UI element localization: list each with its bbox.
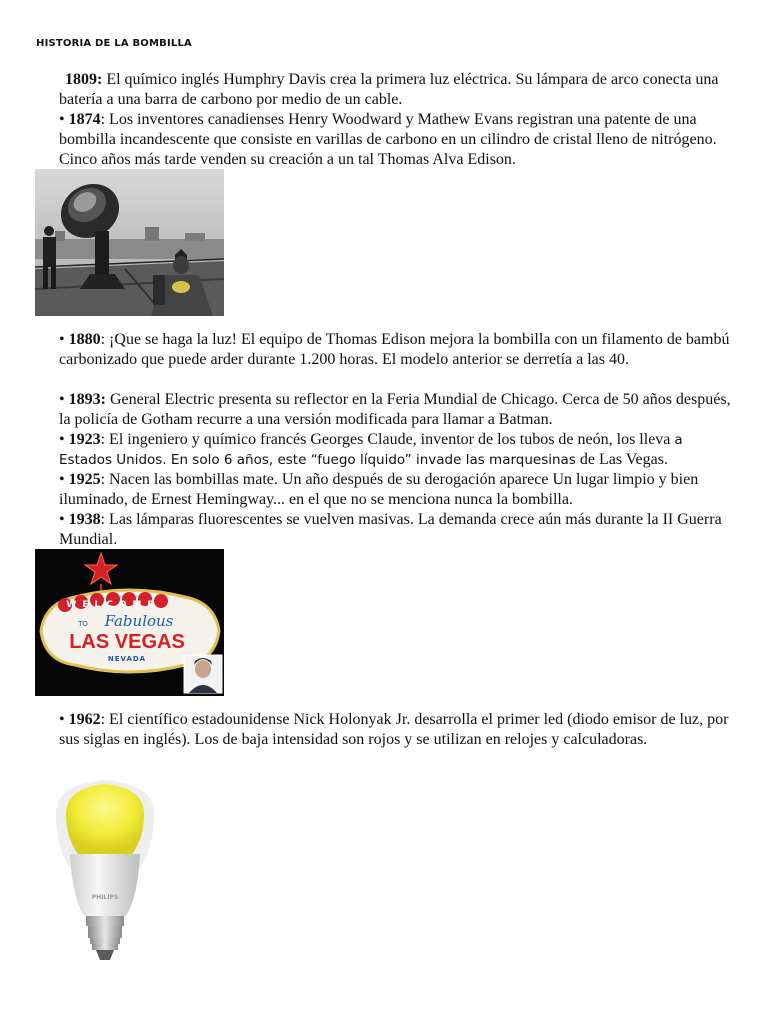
entry-text: : Los inventores canadienses Henry Woodward y Mathew Evans registran una patente de una bombilla incandescente que consiste en varillas de carbono en un cilindro de cristal lleno de nitrógeno. Cinco años más tarde venden su creación a un tal Thomas Alva Edison.	[59, 111, 717, 168]
entry-year: 1925	[68, 471, 101, 488]
entry-text: : Nacen las bombillas mate. Un año después de su derogación aparece Un lugar limpio y bien iluminado, de Ernest Hemingway... en el que no se menciona nunca la bombilla.	[59, 471, 699, 508]
sign-to: TO	[78, 620, 88, 628]
entry-1938	[59, 510, 731, 550]
entry-text: General Electric presenta su reflector en la Feria Mundial de Chicago. Cerca de 50 años después, la policía de Gotham recurre a una versión modificada para llamar a Batman.	[59, 391, 731, 428]
entry-year: 1880	[68, 331, 101, 348]
entry-text: El químico inglés Humphry Davis crea la primera luz eléctrica. Su lámpara de arco conecta una batería a una barra de carbono por medio de un cable.	[59, 71, 719, 108]
las-vegas-sign-image	[35, 549, 224, 696]
entry-text: de Las Vegas.	[575, 451, 668, 468]
entry-year: 1923	[68, 431, 101, 448]
led-bulb-photo	[50, 776, 160, 964]
bullet: •	[59, 391, 69, 408]
entry-1893	[59, 390, 731, 430]
las-vegas-sign-photo	[35, 549, 224, 696]
entry-year: 1809:	[65, 71, 103, 88]
entry-1809	[59, 70, 719, 110]
bullet: •	[59, 431, 69, 448]
document-title: HISTORIA DE LA BOMBILLA	[36, 38, 192, 49]
entry-year: 1962	[68, 711, 101, 728]
bullet: •	[59, 331, 69, 348]
entry-text: : ¡Que se haga la luz! El equipo de Thomas Edison mejora la bombilla con un filamento de bambú carbonizado que puede arder durante 1.200 horas. El modelo anterior se derretía a las 40.	[59, 331, 730, 368]
searchlight-photo	[35, 169, 224, 316]
entry-text: : El ingeniero y químico francés Georges Claude, inventor de los tubos de neón, los lleva	[100, 431, 675, 448]
entry-text-sans: a Estados Unidos. En solo 6 años, este “fuego líquido” invade las marquesinas	[59, 432, 683, 468]
entry-1880	[59, 330, 731, 370]
sign-las-vegas: LAS VEGAS	[69, 631, 185, 653]
bulb-brand-label: PHILIPS	[91, 894, 119, 901]
sign-fabulous: Fabulous	[104, 612, 174, 630]
bullet: •	[59, 711, 69, 728]
bullet: •	[59, 511, 69, 528]
bullet: •	[59, 471, 69, 488]
searchlight-image	[35, 169, 224, 316]
led-bulb-image	[50, 776, 160, 964]
entry-year: 1893:	[68, 391, 106, 408]
entry-text: : El científico estadounidense Nick Holonyak Jr. desarrolla el primer led (diodo emisor de luz, por sus siglas en inglés). Los de baja intensidad son rojos y se utilizan en relojes y calculadoras.	[59, 711, 729, 748]
entry-1874	[59, 110, 731, 170]
entry-1925	[59, 470, 731, 510]
entry-year: 1874	[68, 111, 101, 128]
entry-text: : Las lámparas fluorescentes se vuelven masivas. La demanda crece aún más durante la II Guerra Mundial.	[59, 511, 722, 548]
sign-nevada: NEVADA	[107, 655, 147, 663]
sign-welcome: WELCOME	[66, 600, 160, 610]
bullet: •	[59, 111, 69, 128]
entry-1923	[59, 430, 731, 470]
entry-1962	[59, 710, 731, 750]
entry-year: 1938	[68, 511, 101, 528]
